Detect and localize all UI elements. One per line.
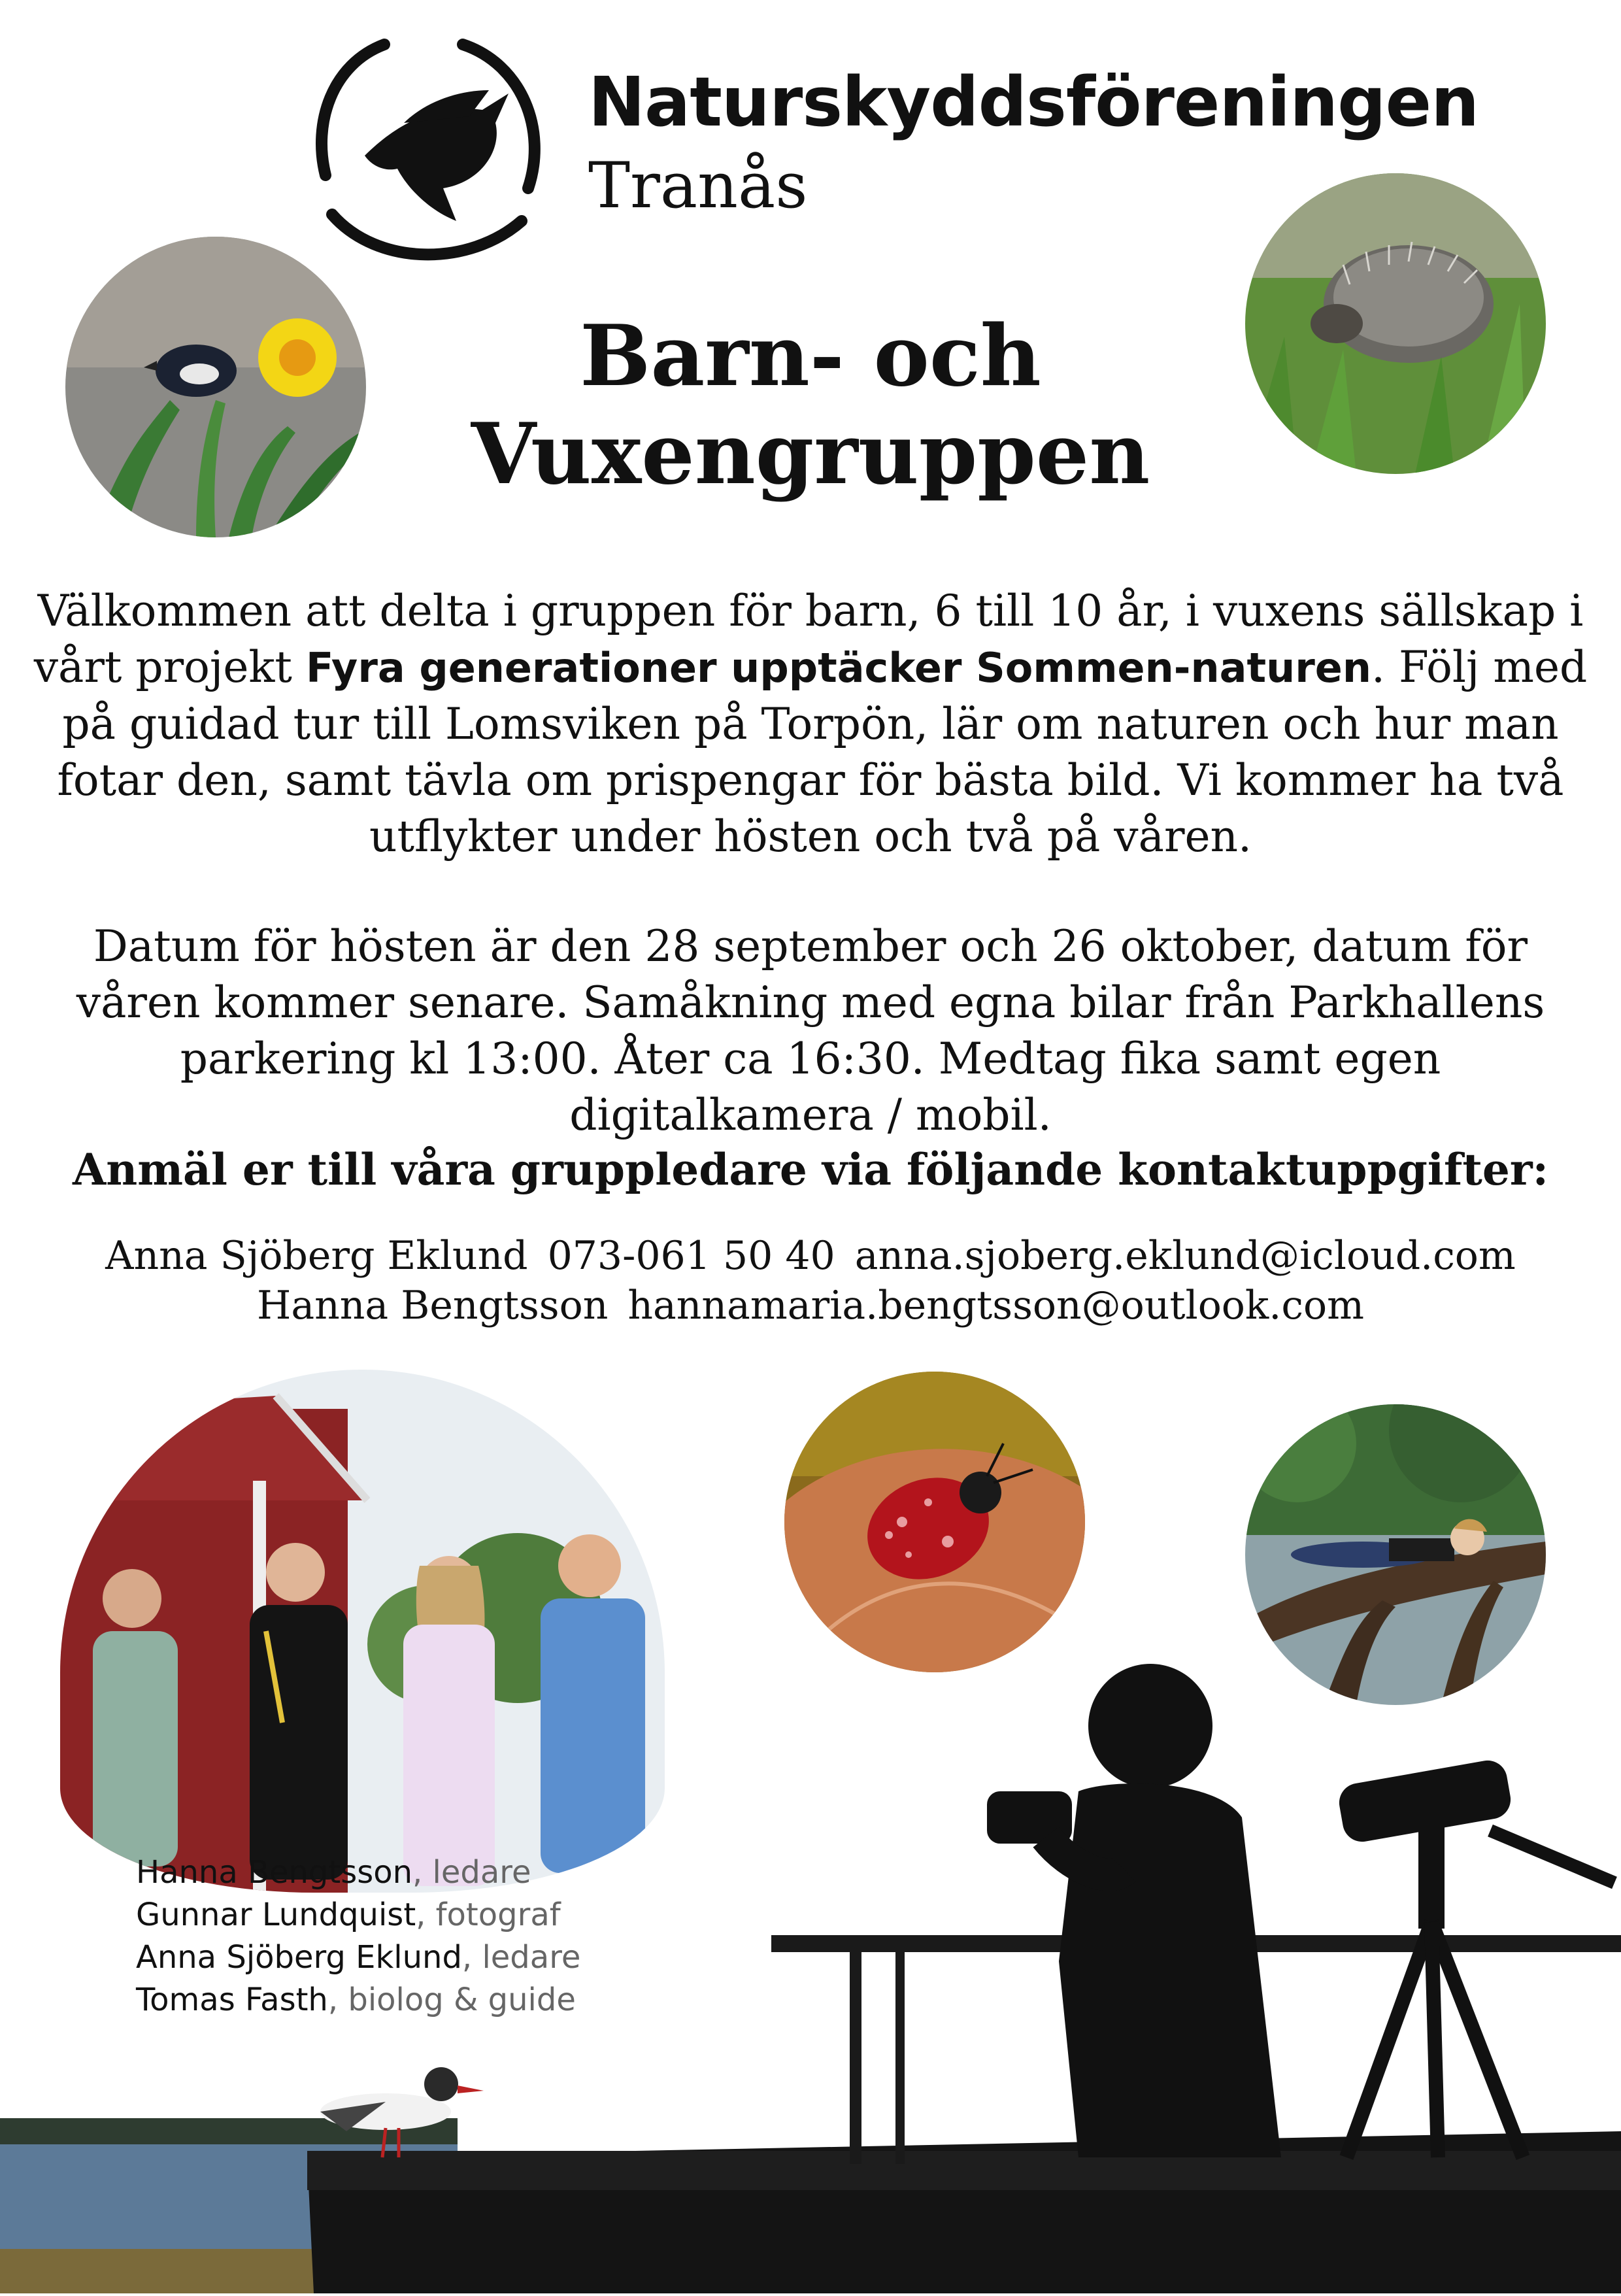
title-line-1: Barn- och: [580, 307, 1041, 405]
hedgehog-photo: [1245, 173, 1546, 474]
page-title: [392, 307, 1229, 503]
great-tit-daffodil-photo: [65, 237, 366, 537]
leader-role: , ledare: [461, 1939, 581, 1976]
intro-text-before: Välkommen att delta i gruppen för barn, 6 till 10 år, i vuxens sällskap i vårt projekt: [33, 586, 1584, 692]
photographer-silhouette-scene: [0, 1621, 1621, 2293]
swallow-logo: [306, 25, 554, 267]
contact-row: [33, 1281, 1588, 1330]
intro-paragraph: [33, 583, 1588, 865]
contact-phone[interactable]: 073-061 50 40: [547, 1233, 835, 1279]
leader-name: Anna Sjöberg Eklund: [136, 1939, 462, 1976]
leader-name: Hanna Bengtsson: [136, 1854, 412, 1891]
contact-email[interactable]: anna.sjoberg.eklund@icloud.com: [854, 1233, 1516, 1279]
org-place: Tranås: [588, 149, 808, 222]
contact-name: Anna Sjöberg Eklund: [105, 1233, 528, 1279]
leader-name: Gunnar Lundquist: [136, 1897, 416, 1933]
title-line-2: Vuxengruppen: [471, 405, 1150, 503]
contact-row: [33, 1231, 1588, 1281]
contact-name: Hanna Bengtsson: [257, 1283, 609, 1328]
leader-role: , fotograf: [416, 1897, 561, 1933]
project-name: Fyra generationer upptäcker Sommen-naturen: [305, 644, 1371, 692]
org-name: Naturskyddsföreningen: [588, 62, 1479, 142]
signup-heading: Anmäl er till våra gruppledare via följande kontaktuppgifter:: [73, 1144, 1548, 1195]
details-paragraph: Datum för hösten är den 28 september och 26 oktober, datum för våren kommer senare. Samåkning med egna bilar från Parkhallens parkering kl 13:00. Åter ca 16:30. Medtag fika samt egen digitalkamera / mobil.: [76, 921, 1545, 1140]
leader-role: , biolog & guide: [327, 1982, 576, 2018]
leader-name: Tomas Fasth: [136, 1982, 328, 2018]
intro-text-after: . Följ med på guidad tur till Lomsviken på Torpön, lär om naturen och hur man fotar den, samt tävla om prispengar för bästa bild. Vi kommer ha två utflykter under hösten och två på våren.: [57, 642, 1588, 862]
leader-role: , ledare: [412, 1854, 531, 1891]
contact-email[interactable]: hannamaria.bengtsson@outlook.com: [627, 1283, 1364, 1328]
